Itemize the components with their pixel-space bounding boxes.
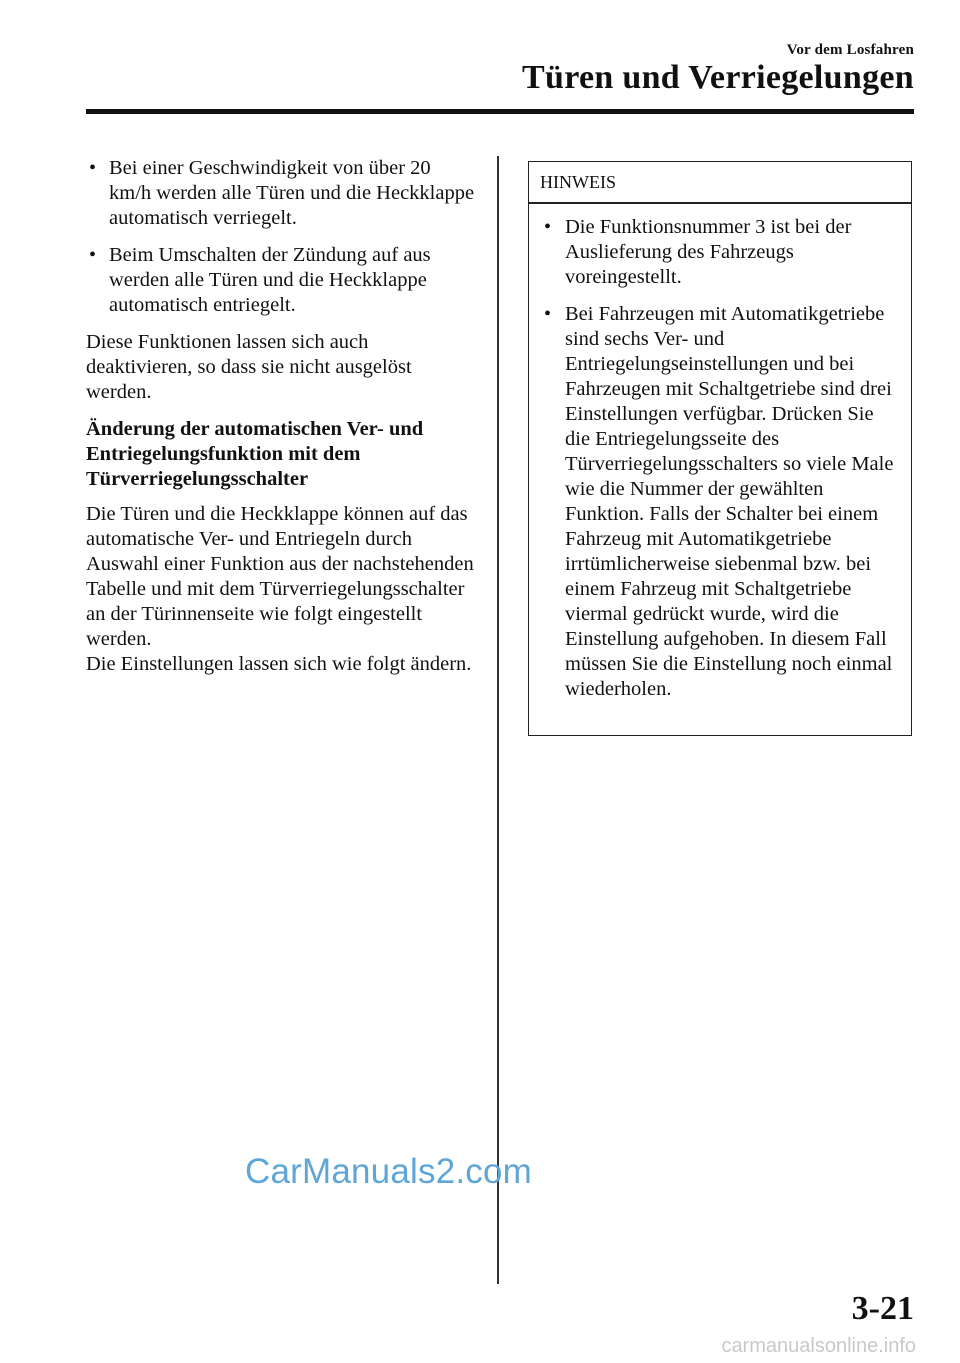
left-column — [86, 156, 476, 677]
list-item: • Die Funktionsnummer 3 ist bei der Auslieferung des Fahrzeugs voreingestellt. — [541, 215, 901, 290]
footer-site-link: carmanualsonline.info — [721, 1335, 916, 1357]
column-divider — [497, 156, 499, 1284]
subheading: Änderung der automatischen Ver- und Entriegelungsfunktion mit dem Türverriegelungsschalter — [86, 418, 424, 490]
paragraph: Die Einstellungen lassen sich wie folgt ändern. — [86, 653, 472, 675]
list-item: • Bei einer Geschwindigkeit von über 20 km/h werden alle Türen und die Heckklappe automatisch verriegelt. — [86, 156, 476, 231]
page-number: 3-21 — [851, 1290, 914, 1327]
note-title: HINWEIS — [540, 172, 616, 192]
header-rule — [86, 109, 914, 114]
paragraph: Die Türen und die Heckklappe können auf das automatische Ver- und Entriegeln durch Auswahl einer Funktion aus der nachstehenden Tabelle und mit dem Türverriegelungsschalter an der Türinnenseite wie folgt eingestellt werden. — [86, 503, 474, 650]
watermark: CarManuals2.com — [245, 1152, 532, 1191]
paragraph: Diese Funktionen lassen sich auch deaktivieren, so dass sie nicht ausgelöst werden. — [86, 331, 412, 403]
list-item: • Bei Fahrzeugen mit Automatikgetriebe sind sechs Ver- und Entriegelungseinstellungen und bei Fahrzeugen mit Schaltgetriebe sind drei Einstellungen verfügbar. Drücken Sie die Entriegelungsseite des Türverriegelungsschalters so viele Male wie die Nummer der gewählten Funktion. Falls der Schalter bei einem Fahrzeug mit Automatikgetriebe irrtümlicherweise siebenmal bzw. bei einem Fahrzeug mit Schaltgetriebe viermal gedrückt wurde, wird die Einstellung aufgehoben. In diesem Fall müssen Sie die Einstellung noch einmal wiederholen. — [541, 302, 901, 702]
list-item: • Beim Umschalten der Zündung auf aus werden alle Türen und die Heckklappe automatisch entriegelt. — [86, 243, 476, 318]
note-box — [528, 161, 912, 736]
section-label: Vor dem Losfahren — [786, 42, 914, 58]
page-title: Türen und Verriegelungen — [522, 59, 914, 96]
